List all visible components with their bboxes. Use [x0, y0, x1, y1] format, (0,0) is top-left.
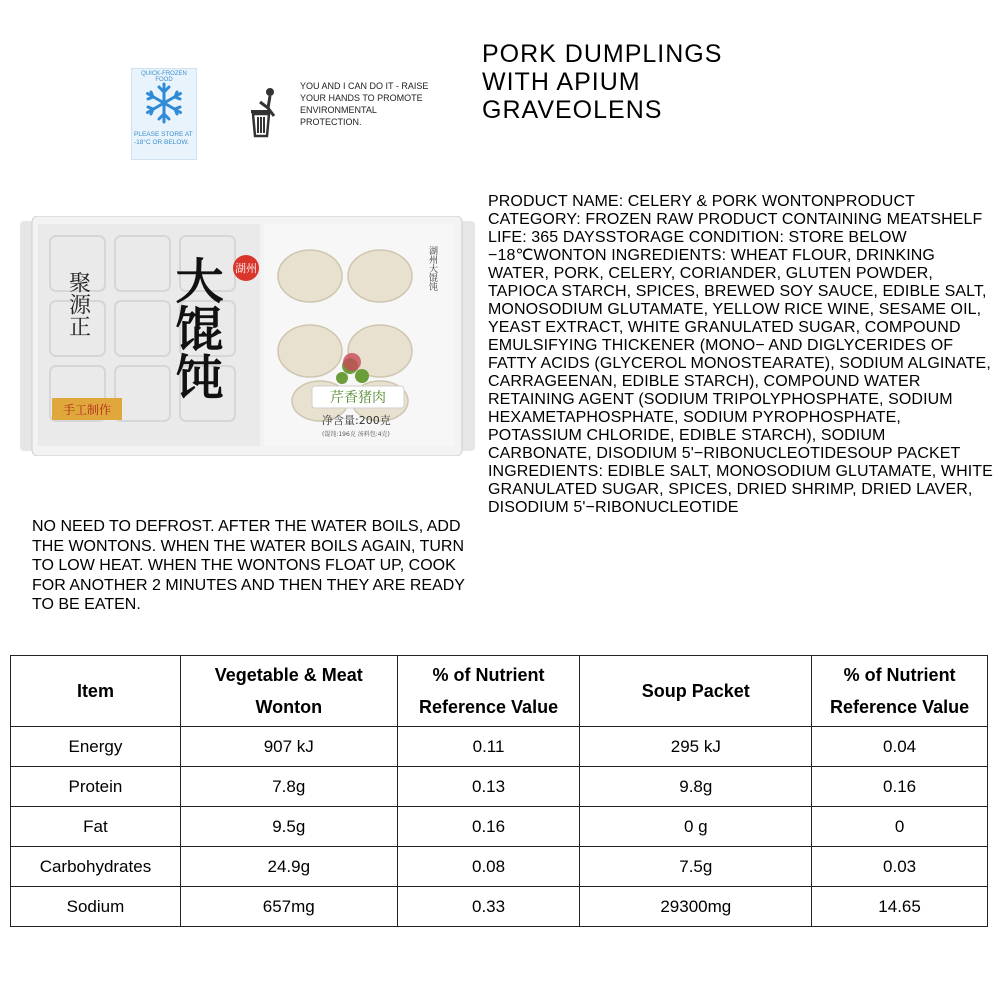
- header-wonton: Vegetable & Meat Wonton: [180, 656, 397, 727]
- cell-item: Sodium: [11, 887, 181, 927]
- cell-wonton: 657mg: [180, 887, 397, 927]
- snowflake-icon: [142, 81, 186, 125]
- table-row: [11, 847, 988, 887]
- trash-bin-person-icon: [248, 86, 288, 138]
- nutrition-table: [10, 655, 988, 927]
- cell-nrv-wonton: 0.11: [397, 727, 580, 767]
- cell-soup: 9.8g: [580, 767, 812, 807]
- cell-nrv-soup: 0.16: [812, 767, 988, 807]
- package-brand: 聚源正: [65, 271, 91, 337]
- table-header-row: [11, 656, 988, 727]
- cell-nrv-soup: 0.04: [812, 727, 988, 767]
- table-row: [11, 807, 988, 847]
- header-item: Item: [11, 656, 181, 727]
- table-row: [11, 767, 988, 807]
- package-net-detail: (馄饨:196克 汤料包:4克): [322, 431, 390, 438]
- package-net-weight: 净含量:200克: [322, 414, 391, 427]
- cell-nrv-soup: 0: [812, 807, 988, 847]
- freeze-badge-top-text: QUICK-FROZEN FOOD: [141, 71, 187, 83]
- cell-nrv-wonton: 0.08: [397, 847, 580, 887]
- cell-nrv-wonton: 0.33: [397, 887, 580, 927]
- product-title: PORK DUMPLINGS WITH APIUM GRAVEOLENS: [482, 40, 723, 124]
- cell-wonton: 24.9g: [180, 847, 397, 887]
- cell-item: Energy: [11, 727, 181, 767]
- cell-soup: 7.5g: [580, 847, 812, 887]
- header-nrv-wonton: % of Nutrient Reference Value: [397, 656, 580, 727]
- package-flavor: 芹香猪肉: [330, 390, 386, 406]
- cell-item: Protein: [11, 767, 181, 807]
- cell-nrv-wonton: 0.16: [397, 807, 580, 847]
- cell-soup: 0 g: [580, 807, 812, 847]
- cell-nrv-soup: 0.03: [812, 847, 988, 887]
- header-soup-packet: Soup Packet: [580, 656, 812, 727]
- cell-item: Fat: [11, 807, 181, 847]
- package-vertical-title: 湖州大馄饨: [427, 246, 437, 291]
- product-info: PRODUCT NAME: CELERY & PORK WONTONPRODUCT CATEGORY: FROZEN RAW PRODUCT CONTAINING MEATSHELF LIFE: 365 DAYSSTORAGE CONDITION: STORE BELOW −18℃WONTON INGREDIENTS: WHEAT FLOUR, DRINKING WATER, PORK, CELERY, CORIANDER, GLUTEN POWDER, TAPIOCA STARCH, SPICES, BREWED SOY SAUCE, EDIBLE SALT, MONOSODIUM GLUTAMATE, YELLOW RICE WINE, SESAME OIL, YEAST EXTRACT, WHITE GRANULATED SUGAR, COMPOUND EMULSIFYING THICKENER (MONO− AND DIGLYCERIDES OF FATTY ACIDS (GLYCEROL MONOSTEARATE), SODIUM ALGINATE, CARRAGEENAN, EDIBLE STARCH), COMPOUND WATER RETAINING AGENT (SODIUM TRIPOLYPHOSPHATE, SODIUM HEXAMETAPHOSPHATE, SODIUM PYROPHOSPHATE, POTASSIUM CHLORIDE, EDIBLE STARCH), SODIUM CARBONATE, DISODIUM 5'−RIBONUCLEOTIDESOUP PACKET INGREDIENTS: EDIBLE SALT, MONOSODIUM GLUTAMATE, WHITE GRANULATED SUGAR, SPICES, DRIED SHRIMP, DRIED LAVER, DISODIUM 5'−RIBONUCLEOTIDE: [488, 193, 993, 516]
- package-image: [20, 216, 475, 456]
- cell-nrv-wonton: 0.13: [397, 767, 580, 807]
- package-name: 大馄饨: [167, 256, 223, 400]
- cell-soup: 295 kJ: [580, 727, 812, 767]
- cell-wonton: 9.5g: [180, 807, 397, 847]
- package-region: 湖州: [235, 262, 257, 275]
- cell-soup: 29300mg: [580, 887, 812, 927]
- table-row: [11, 887, 988, 927]
- quick-frozen-badge: [131, 68, 197, 160]
- eco-message: YOU AND I CAN DO IT - RAISE YOUR HANDS TO PROMOTE ENVIRONMENTAL PROTECTION.: [300, 81, 429, 127]
- cell-wonton: 907 kJ: [180, 727, 397, 767]
- header-nrv-soup: % of Nutrient Reference Value: [812, 656, 988, 727]
- freeze-badge-bottom-text: PLEASE STORE AT -18°C OR BELOW.: [134, 131, 193, 146]
- table-row: [11, 727, 988, 767]
- package-handmade: 手工制作: [62, 403, 112, 417]
- cell-nrv-soup: 14.65: [812, 887, 988, 927]
- cooking-instructions: NO NEED TO DEFROST. AFTER THE WATER BOILS, ADD THE WONTONS. WHEN THE WATER BOILS AGAIN, TURN TO LOW HEAT. WHEN THE WONTONS FLOAT UP, COOK FOR ANOTHER 2 MINUTES AND THEN THEY ARE READY TO BE EATEN.: [32, 518, 465, 613]
- cell-item: Carbohydrates: [11, 847, 181, 887]
- cell-wonton: 7.8g: [180, 767, 397, 807]
